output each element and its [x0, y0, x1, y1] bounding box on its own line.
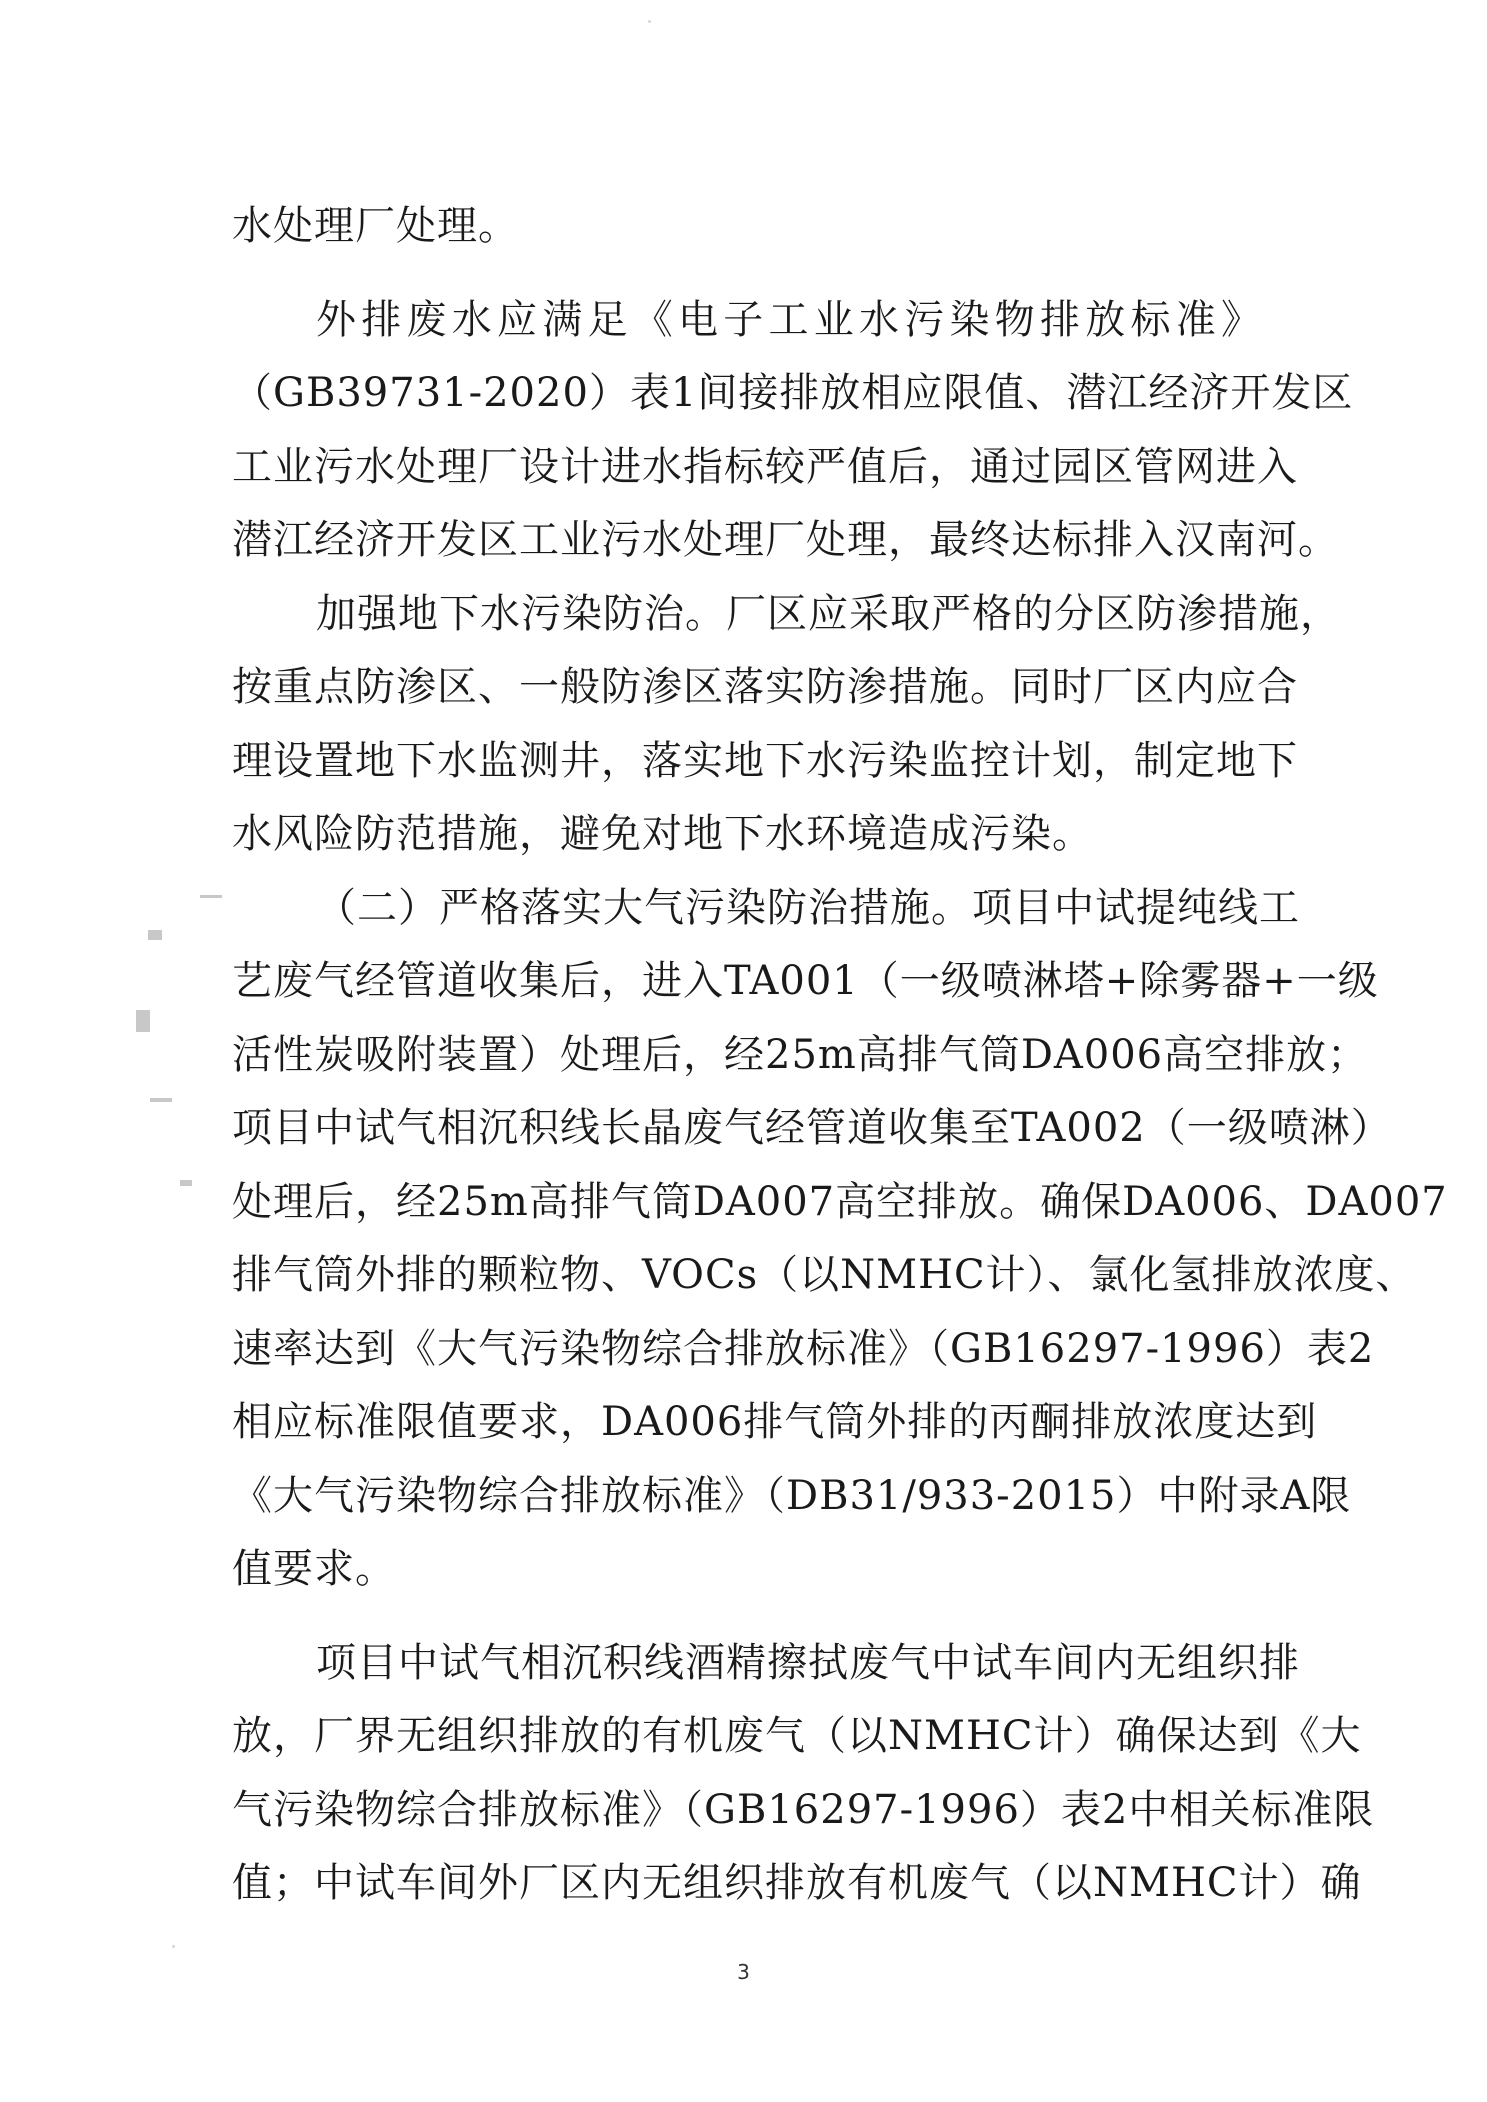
- paragraph-line: 相应标准限值要求，DA006排气筒外排的丙酮排放浓度达到: [232, 1399, 1318, 1445]
- paragraph-line: 活性炭吸附装置）处理后，经25m高排气筒DA006高空排放；: [232, 1031, 1369, 1078]
- paragraph-line: 项目中试气相沉积线长晶废气经管道收集至TA002（一级喷淋）: [232, 1105, 1392, 1151]
- paragraph-line: 速率达到《大气污染物综合排放标准》（GB16297-1996）表2: [232, 1325, 1375, 1372]
- paragraph-line: 按重点防渗区、一般防渗区落实防渗措施。同时厂区内应合: [232, 664, 1298, 710]
- paragraph-line: （二）严格落实大气污染防治措施。项目中试提纯线工: [316, 884, 1300, 931]
- paragraph-line: 潜江经济开发区工业污水处理厂处理，最终达标排入汉南河。: [232, 517, 1339, 563]
- scan-mark: [200, 895, 222, 898]
- paragraph-line: 外排废水应满足《电子工业水污染物排放标准》: [316, 296, 1262, 343]
- scan-speck: [648, 20, 651, 23]
- paragraph-line: 处理后，经25m高排气筒DA007高空排放。确保DA006、DA007: [232, 1178, 1448, 1225]
- paragraph-line: （GB39731-2020）表1间接排放相应限值、潜江经济开发区: [232, 370, 1354, 416]
- paragraph-line: 艺废气经管道收集后，进入TA001（一级喷淋塔+除雾器+一级: [232, 958, 1379, 1004]
- scan-speck: [172, 1945, 175, 1948]
- scan-mark: [180, 1180, 192, 1186]
- paragraph-line: 工业污水处理厂设计进水指标较严值后，通过园区管网进入: [232, 443, 1298, 490]
- scan-mark: [150, 1098, 172, 1102]
- paragraph-line: 气污染物综合排放标准》（GB16297-1996）表2中相关标准限: [232, 1786, 1375, 1833]
- paragraph-line: 放，厂界无组织排放的有机废气（以NMHC计）确保达到《大: [232, 1713, 1362, 1759]
- paragraph-line: 水处理厂处理。: [232, 203, 519, 249]
- body-text: [232, 190, 1448, 1921]
- paragraph-line: 值要求。: [232, 1546, 396, 1592]
- paragraph-line: 《大气污染物综合排放标准》（DB31/933-2015）中附录A限: [232, 1472, 1352, 1519]
- paragraph-line: 值；中试车间外厂区内无组织排放有机废气（以NMHC计）确: [232, 1860, 1362, 1906]
- paragraph-line: 项目中试气相沉积线酒精擦拭废气中试车间内无组织排: [316, 1639, 1300, 1686]
- paragraph-line: 水风险防范措施，避免对地下水环境造成污染。: [232, 811, 1093, 857]
- paragraph-line: 理设置地下水监测井，落实地下水污染监控计划，制定地下: [232, 737, 1298, 784]
- scan-mark: [148, 930, 162, 940]
- paragraph-line: 加强地下水污染防治。厂区应采取严格的分区防渗措施，: [316, 590, 1341, 637]
- scan-mark: [136, 1010, 150, 1032]
- paragraph-line: 排气筒外排的颗粒物、VOCs（以NMHC计）、氯化氢排放浓度、: [232, 1252, 1417, 1298]
- page-number: 3: [737, 1960, 750, 1984]
